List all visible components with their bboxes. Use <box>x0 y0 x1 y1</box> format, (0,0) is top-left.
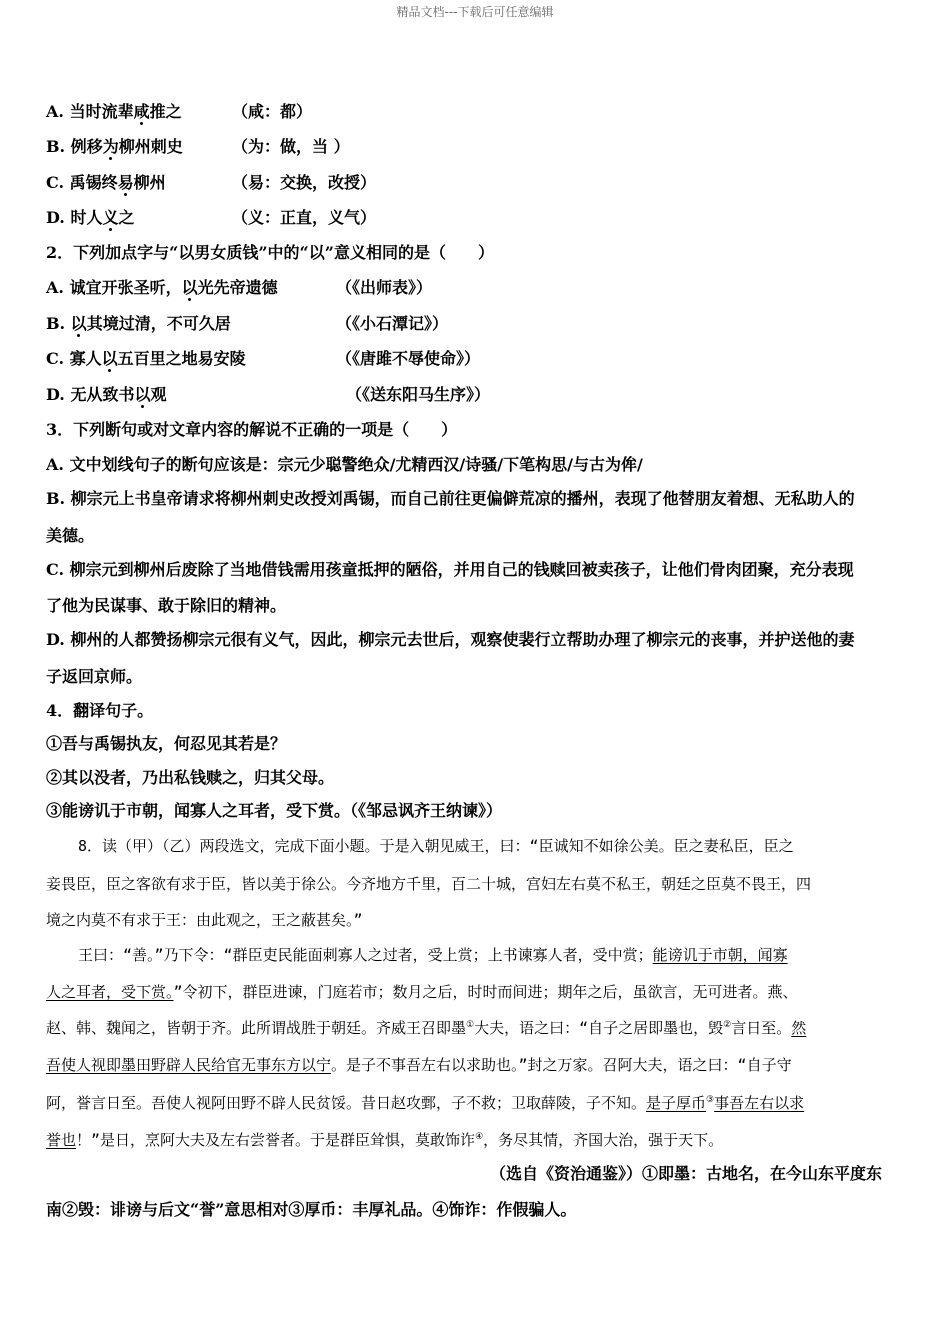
passage-p2-line3 <box>46 1018 806 1038</box>
option-letter: C. <box>46 173 65 192</box>
option-gloss: （易：交换，改授） <box>232 173 377 192</box>
option-text-post: 五百里之地易安陵 <box>117 349 246 368</box>
option-text-pre: 时人 <box>70 208 103 227</box>
option-text-pre: 禹锡终 <box>69 173 118 192</box>
source-note-line1: （选自《资治通鉴》）①即墨：古地名，在今山东平度东 <box>490 1164 883 1183</box>
q2-option-a <box>46 278 433 298</box>
text: ，务尽其情，齐国大治，强于天下。 <box>483 1131 724 1149</box>
text: ！”是日，烹阿大夫及左右尝誉者。于是群臣耸惧，莫敢饰诈 <box>76 1131 476 1149</box>
dotted-char: 易 <box>117 173 134 192</box>
option-letter: D. <box>46 385 65 404</box>
q2-option-c <box>46 349 481 369</box>
option-text-pre: 例移 <box>70 137 103 156</box>
option-text: 文中划线句子的断句应该是：宗元少聪警绝众/尤精西汉/诗骚/下笔构思/与古为侔/ <box>69 455 643 474</box>
q3-option-b-line2: 美德。 <box>46 526 95 545</box>
q4-item-3: ③能谤讥于市朝，闻寡人之耳者，受下赏。（《邹忌讽齐王纳谏》） <box>46 801 503 820</box>
option-letter: D. <box>46 208 65 227</box>
underlined-sentence: 然 <box>791 1019 807 1037</box>
text: 阿，誉言日至。吾使人视阿田野不辟人民贫馁。昔日赵攻鄄，子不救；卫取薛陵，子不知。 <box>46 1094 647 1112</box>
option-text-pre: 诚宜开张圣听， <box>69 278 182 297</box>
option-letter: B. <box>46 137 66 156</box>
dotted-char: 义 <box>102 208 119 227</box>
q2-stem: 2．下列加点字与“以男女质钱”中的“以”意义相同的是（ ） <box>46 243 494 262</box>
dotted-char: 以 <box>181 278 198 297</box>
dotted-char: 以 <box>70 314 87 333</box>
footnote-marker: ③ <box>706 1095 715 1105</box>
option-letter: A. <box>46 278 64 297</box>
option-text-pre: 寡人 <box>69 349 102 368</box>
option-letter: A. <box>46 455 64 474</box>
q4-item-1: ①吾与禹锡执友，何忍见其若是？ <box>46 734 287 753</box>
q2-option-b <box>46 314 449 334</box>
underlined-sentence: 吾使人视即墨田野辟人民给官无事东方以宁 <box>46 1056 332 1074</box>
option-text: 柳州的人都赞扬柳宗元很有义气，因此，柳宗元去世后，观察使裴行立帮助办理了柳宗元的丧事，并护送他的妻 <box>70 630 855 649</box>
passage-p1-line2: 妾畏臣，臣之客欲有求于臣，皆以美于徐公。今齐地方千里，百二十城，宫妇左右莫不私王，朝廷之臣莫不畏王，四 <box>46 875 812 893</box>
option-source: （《唐雎不辱使命》） <box>336 349 481 368</box>
underlined-sentence: 是子厚币 <box>646 1094 707 1112</box>
passage-p2-line4 <box>46 1055 792 1075</box>
passage-p1-line1: 8．读（甲）（乙）两段选文，完成下面小题。于是入朝见威王，曰：“臣诚知不如徐公美。臣之妻私臣，臣之 <box>78 837 794 855</box>
dotted-char: 为 <box>102 137 119 156</box>
option-text: 柳宗元到柳州后废除了当地借钱需用孩童抵押的陋俗，并用自己的钱赎回被卖孩子，让他们骨肉团聚，充分表现 <box>69 560 854 579</box>
underlined-sentence: 事吾左右以求 <box>714 1094 805 1112</box>
dotted-char: 以 <box>134 385 151 404</box>
option-text-post: 推之 <box>149 102 182 121</box>
footnote-marker: ② <box>723 1020 732 1030</box>
source-note-line2: 南②毁：诽谤与后文“誉”意思相对③厚币：丰厚礼品。④饰诈：作假骗人。 <box>46 1200 577 1219</box>
text: 言日至。 <box>731 1019 792 1037</box>
text: 赵、韩、魏闻之，皆朝于齐。此所谓战胜于朝廷。齐威王召即墨 <box>46 1019 467 1037</box>
option-text-post: 柳州 <box>133 173 166 192</box>
passage-p2-line6 <box>46 1130 723 1150</box>
page-header: 精品文档---下载后可任意编辑 <box>396 5 554 19</box>
text: 王曰：“善。”乃下令：“群臣吏民能面刺寡人之过者，受上赏；上书谏寡人者，受中赏； <box>78 946 653 964</box>
option-text-post: 观 <box>150 385 167 404</box>
text: 。是子不事吾左右以求助也。”封之万家。召阿大夫，语之曰：“自子守 <box>331 1056 792 1074</box>
text: ”令初下，群臣进谏，门庭若市；数月之后，时时而间进；期年之后，虽欲言，无可进者。燕、 <box>173 983 798 1001</box>
q3-stem: 3．下列断句或对文章内容的解说不正确的一项是（ ） <box>46 420 458 439</box>
option-letter: A. <box>46 102 64 121</box>
q3-option-c-line1 <box>46 560 854 580</box>
option-text: 柳宗元上书皇帝请求将柳州刺史改授刘禹锡，而自己前往更偏僻荒凉的播州，表现了他替朋友着想、无私助人的 <box>70 489 855 508</box>
option-text-pre: 当时流辈 <box>69 102 134 121</box>
q1-option-d <box>46 208 377 228</box>
option-text-post: 柳州刺史 <box>118 137 183 156</box>
dotted-char: 以 <box>101 349 118 368</box>
q3-option-a <box>46 455 643 475</box>
text: 大夫，语之曰：“自子之居即墨也，毁 <box>474 1019 724 1037</box>
option-gloss: （咸：都） <box>232 102 313 121</box>
q3-option-d-line1 <box>46 630 854 650</box>
q3-option-c-line2: 了他为民谋事、敢于除旧的精神。 <box>46 596 287 615</box>
q1-option-b <box>46 137 350 157</box>
q4-stem: 4．翻译句子。 <box>46 701 154 720</box>
dotted-char: 咸 <box>133 102 150 121</box>
option-letter: B. <box>46 489 66 508</box>
option-letter: C. <box>46 349 65 368</box>
option-letter: B. <box>46 314 66 333</box>
q3-option-b-line1 <box>46 489 855 509</box>
q4-item-2: ②其以没者，乃出私钱赎之，归其父母。 <box>46 768 335 787</box>
option-letter: D. <box>46 630 65 649</box>
option-source: （《出师表》） <box>336 278 433 297</box>
option-text-pre: 无从致书 <box>70 385 135 404</box>
underlined-sentence: 誉也 <box>46 1131 77 1149</box>
q1-option-c <box>46 173 377 193</box>
option-gloss: （义：正直，义气） <box>232 208 377 227</box>
option-gloss: （为：做，当 ） <box>232 137 350 156</box>
footnote-marker: ④ <box>475 1132 484 1142</box>
q1-option-a <box>46 102 313 122</box>
passage-p1-line3: 境之内莫不有求于王：由此观之，王之蔽甚矣。” <box>46 911 363 929</box>
footnote-marker: ① <box>466 1020 475 1030</box>
passage-p2-line1 <box>78 945 788 965</box>
option-text-post: 之 <box>118 208 135 227</box>
passage-p2-line5 <box>46 1093 804 1113</box>
underlined-sentence: 人之耳者，受下赏。 <box>46 983 174 1001</box>
option-text-post: 其境过清，不可久居 <box>86 314 231 333</box>
q2-option-d <box>46 385 491 405</box>
q3-option-d-line2: 子返回京师。 <box>46 667 143 686</box>
passage-p2-line2 <box>46 982 798 1002</box>
option-source: （《送东阳马生序》） <box>346 385 491 404</box>
option-text-post: 光先帝遗德 <box>197 278 278 297</box>
option-letter: C. <box>46 560 65 579</box>
option-source: （《小石潭记》） <box>336 314 449 333</box>
underlined-sentence: 能谤讥于市朝，闻寡 <box>652 946 788 964</box>
